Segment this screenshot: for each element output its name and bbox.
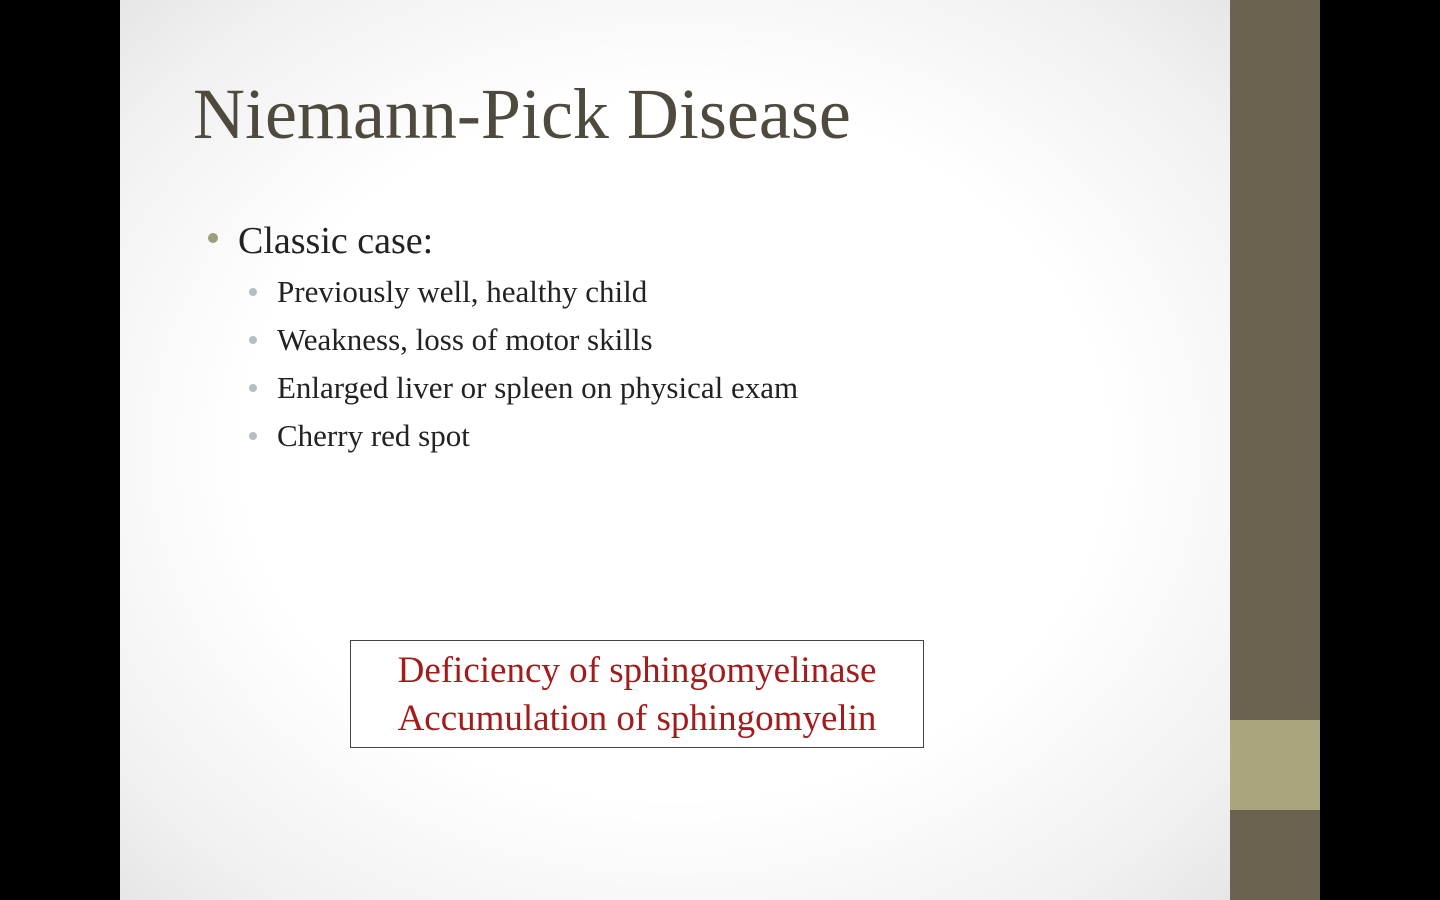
list-item <box>248 268 798 316</box>
callout-box <box>350 640 924 748</box>
sub-bullet-dot-icon <box>249 432 257 440</box>
list-item-text: Enlarged liver or spleen on physical exam <box>277 370 799 405</box>
list-item <box>248 412 798 460</box>
list-item-text: Cherry red spot <box>277 418 470 453</box>
slide <box>120 0 1230 900</box>
callout-line-deficiency: Deficiency of sphingomyelinase <box>397 650 877 691</box>
list-item-text: Weakness, loss of motor skills <box>277 322 653 357</box>
side-decor-accent <box>1230 720 1320 810</box>
callout-line-accumulation: Accumulation of sphingomyelin <box>397 698 877 739</box>
bullet-classic-case <box>208 216 798 266</box>
slide-title: Niemann-Pick Disease <box>193 74 851 154</box>
bullet-dot-icon <box>208 233 218 243</box>
bullet-label: Classic case: <box>238 220 434 262</box>
list-item <box>248 316 798 364</box>
sub-bullet-dot-icon <box>249 288 257 296</box>
sub-bullet-list <box>208 268 798 460</box>
list-item <box>248 364 798 412</box>
sub-bullet-dot-icon <box>249 336 257 344</box>
bullet-list <box>208 216 798 460</box>
list-item-text: Previously well, healthy child <box>277 274 648 309</box>
sub-bullet-dot-icon <box>249 384 257 392</box>
